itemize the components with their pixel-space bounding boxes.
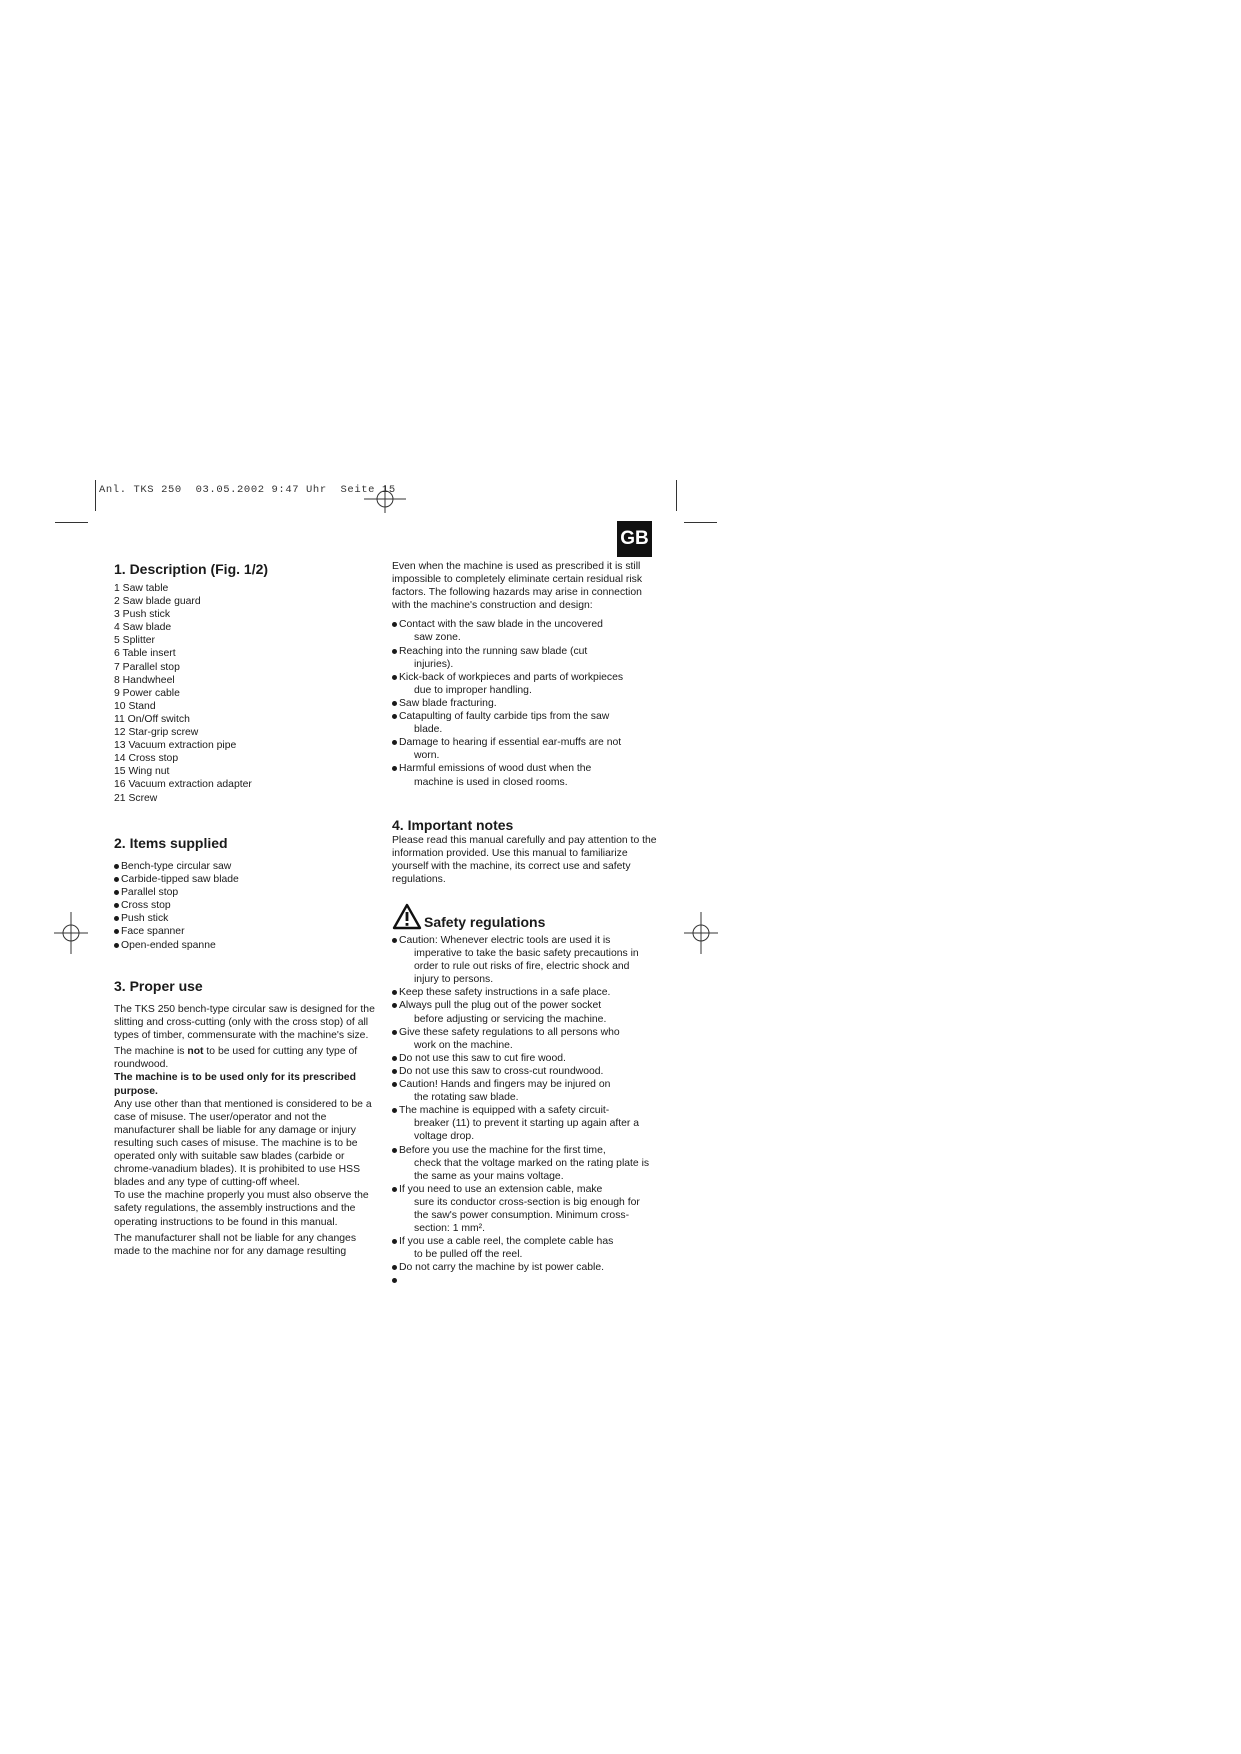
warning-triangle-icon bbox=[392, 903, 422, 930]
list-item: Saw blade fracturing. bbox=[392, 697, 657, 710]
section-heading: 1. Description (Fig. 1/2) bbox=[114, 561, 269, 577]
paragraph: The manufacturer shall not be liable for any changes made to the machine nor for any damage resulting bbox=[114, 1232, 357, 1257]
paragraph: The machine is not to be used for cutting any type of roundwood. bbox=[114, 1046, 358, 1071]
list-item: Caution! Hands and fingers may be injured on the rotating saw blade. bbox=[392, 1078, 657, 1104]
list-item: 21 Screw bbox=[114, 792, 158, 804]
registration-mark-right-icon bbox=[680, 912, 722, 954]
list-item: Bench-type circular saw bbox=[114, 860, 376, 873]
section-proper-use bbox=[114, 978, 376, 1258]
list-item: Harmful emissions of wood dust when the machine is used in closed rooms. bbox=[392, 762, 657, 788]
language-badge: GB bbox=[617, 521, 652, 557]
section-items-supplied bbox=[114, 835, 376, 952]
list-item: 7 Parallel stop bbox=[114, 661, 180, 673]
paragraph: The TKS 250 bench-type circular saw is designed for the slitting and cross-cutting (only with the cross stop) of all types of timber, commensurate with the machine's size. bbox=[114, 1004, 375, 1042]
list-item bbox=[392, 1274, 657, 1282]
list-item: If you need to use an extension cable, make sure its conductor cross-section is big enough for the saw's power consumption. Minimum cross-section: 1 mm². bbox=[392, 1183, 657, 1235]
paragraph: Even when the machine is used as prescribed it is still impossible to completely eliminate certain residual risk factors. The following hazards may arise in connection with the machine's construction and design: bbox=[392, 561, 643, 612]
list-item: 2 Saw blade guard bbox=[114, 596, 201, 608]
list-item: 8 Handwheel bbox=[114, 674, 175, 686]
list-item: If you use a cable reel, the complete cable has to be pulled off the reel. bbox=[392, 1235, 657, 1261]
crop-mark-right-horizontal bbox=[684, 522, 717, 523]
list-item: Give these safety regulations to all persons who work on the machine. bbox=[392, 1026, 657, 1052]
list-item: Before you use the machine for the first time, check that the voltage marked on the rating plate is the same as your mains voltage. bbox=[392, 1144, 657, 1183]
list-item: 4 Saw blade bbox=[114, 622, 172, 634]
crop-mark-left-horizontal bbox=[55, 522, 88, 523]
list-item: Kick-back of workpieces and parts of workpieces due to improper handling. bbox=[392, 671, 657, 697]
residual-risks-list bbox=[392, 618, 657, 788]
list-item: Always pull the plug out of the power socket before adjusting or servicing the machine. bbox=[392, 999, 657, 1025]
paragraph: To use the machine properly you must also observe the safety regulations, the assembly instructions and the operating instructions to be found in this manual. bbox=[114, 1190, 369, 1228]
list-item: Face spanner bbox=[114, 925, 376, 938]
list-item: 11 On/Off switch bbox=[114, 713, 190, 725]
list-item: 3 Push stick bbox=[114, 609, 171, 621]
section-heading: Safety regulations bbox=[424, 914, 546, 930]
section-heading: 4. Important notes bbox=[392, 817, 514, 833]
list-item: Damage to hearing if essential ear-muffs are not worn. bbox=[392, 736, 657, 762]
items-supplied-list bbox=[114, 860, 376, 952]
list-item: 9 Power cable bbox=[114, 687, 180, 699]
list-item: Do not carry the machine by ist power cable. bbox=[392, 1261, 657, 1274]
list-item: Caution: Whenever electric tools are used it is imperative to take the basic safety precautions in order to rule out risks of fire, electric shock and injury to persons. bbox=[392, 934, 657, 986]
list-item: Carbide-tipped saw blade bbox=[114, 873, 376, 886]
list-item: Keep these safety instructions in a safe place. bbox=[392, 986, 657, 999]
section-safety-regulations bbox=[392, 903, 657, 1282]
registration-mark-left-icon bbox=[50, 912, 92, 954]
section-residual-risks bbox=[392, 560, 657, 789]
list-item: 1 Saw table bbox=[114, 583, 169, 594]
list-item: 14 Cross stop bbox=[114, 753, 179, 765]
crop-mark-right-vertical bbox=[676, 480, 677, 511]
print-header-line: Anl. TKS 250 03.05.2002 9:47 Uhr Seite 15 bbox=[99, 484, 396, 496]
list-item: The machine is equipped with a safety circuit- breaker (11) to prevent it starting up again after a voltage drop. bbox=[392, 1104, 657, 1143]
paragraph: Any use other than that mentioned is considered to be a case of misuse. The user/operator and not the manufacturer shall be liable for any damage or injury resulting such cases of misuse. The machine is to be operated only with suitable saw blades (carbide or chrome-vanadium blades). It is prohibited to use HSS blades and any type of cutting-off wheel. bbox=[114, 1098, 372, 1189]
paragraph-bold: The machine is to be used only for its prescribed purpose. bbox=[114, 1072, 356, 1097]
list-item: 15 Wing nut bbox=[114, 766, 170, 778]
list-item: Cross stop bbox=[114, 899, 376, 912]
safety-list bbox=[392, 934, 657, 1282]
list-item: 5 Splitter bbox=[114, 635, 156, 647]
list-item: Push stick bbox=[114, 912, 376, 925]
list-item: 10 Stand bbox=[114, 700, 156, 712]
section-heading: 3. Proper use bbox=[114, 978, 203, 994]
list-item: Parallel stop bbox=[114, 886, 376, 899]
list-item: 16 Vacuum extraction adapter bbox=[114, 779, 252, 791]
crop-mark-left-vertical bbox=[95, 480, 96, 511]
section-important-notes bbox=[392, 817, 657, 886]
list-item: Do not use this saw to cross-cut roundwood. bbox=[392, 1065, 657, 1078]
list-item: Reaching into the running saw blade (cut injuries). bbox=[392, 645, 657, 671]
section-heading: 2. Items supplied bbox=[114, 835, 228, 851]
list-item: Contact with the saw blade in the uncovered saw zone. bbox=[392, 618, 657, 644]
list-item: Open-ended spanne bbox=[114, 939, 376, 952]
paragraph: Please read this manual carefully and pay attention to the information provided. Use this manual to familiarize yourself with the machine, its correct use and safety regulations. bbox=[392, 835, 657, 886]
list-item: 12 Star-grip screw bbox=[114, 727, 199, 739]
section-description bbox=[114, 561, 376, 805]
list-item: Do not use this saw to cut fire wood. bbox=[392, 1052, 657, 1065]
safety-heading bbox=[392, 903, 657, 930]
list-item: 6 Table insert bbox=[114, 648, 176, 660]
list-item: Catapulting of faulty carbide tips from the saw blade. bbox=[392, 710, 657, 736]
list-item: 13 Vacuum extraction pipe bbox=[114, 740, 237, 752]
parts-list bbox=[114, 582, 376, 805]
registration-mark-top-icon bbox=[364, 478, 406, 520]
